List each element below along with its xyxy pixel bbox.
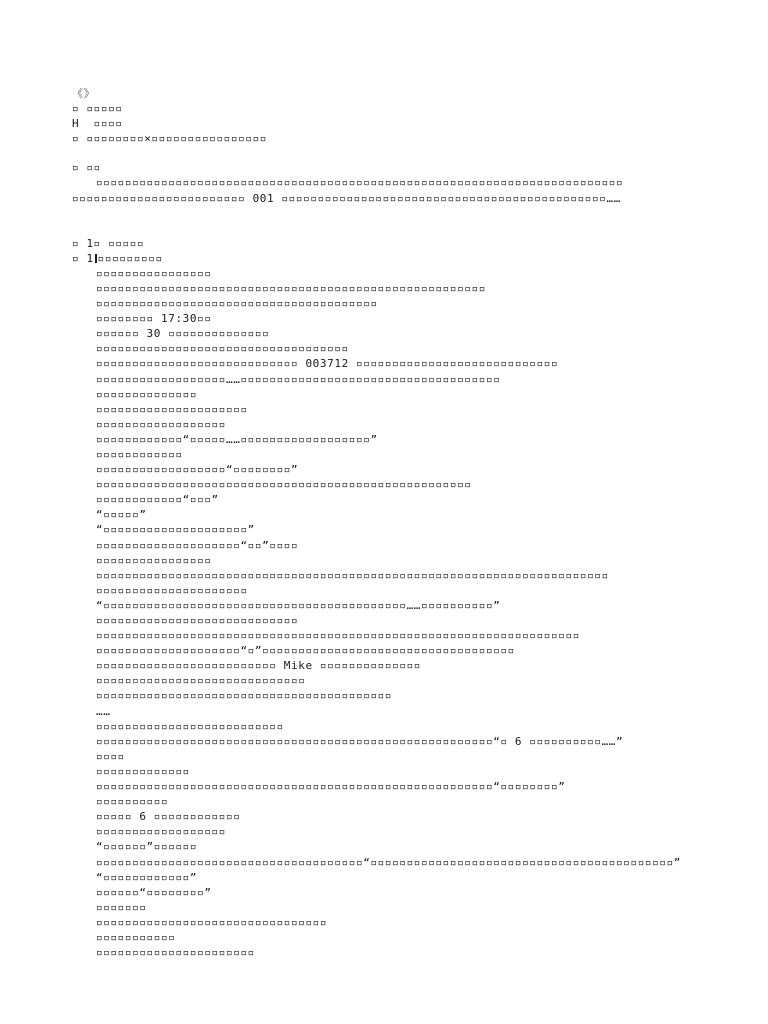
body-line: ▫▫▫▫ [96,749,125,763]
chapter-body [72,266,712,960]
body-line: ▫▫▫▫▫▫▫▫▫▫▫▫▫▫▫▫▫▫▫▫▫▫▫▫▫▫▫▫▫▫▫▫▫▫▫▫▫▫▫▫▫ [96,689,393,703]
intro-heading: ▫ ▫▫ [72,161,101,175]
body-line: ▫▫▫▫▫▫▫▫▫▫▫▫“▫▫▫” [96,493,219,507]
body-line: ▫▫▫▫▫▫▫▫▫▫▫▫▫▫▫▫▫▫▫▫▫▫▫▫▫▫▫▫▫▫▫▫▫▫▫ [96,342,349,356]
body-line: ▫▫▫▫▫▫ 30 ▫▫▫▫▫▫▫▫▫▫▫▫▫▫ [96,327,270,341]
body-line: ▫▫▫▫▫▫▫▫▫▫▫▫▫▫▫▫▫▫▫▫▫▫▫▫▫▫▫▫▫▫▫▫▫▫▫▫▫▫▫▫▫▫▫▫▫▫▫▫▫▫▫▫▫▫ [96,281,487,295]
intro-paragraph-line: ▫▫▫▫▫▫▫▫▫▫▫▫▫▫▫▫▫▫▫▫▫▫▫▫▫▫▫▫▫▫▫▫▫▫▫▫▫▫▫▫▫▫▫▫▫▫▫▫▫▫▫▫▫▫▫▫▫▫▫▫▫▫▫▫▫▫▫▫▫▫▫▫▫ [96,176,624,190]
book-title-brackets: 《》 [72,87,96,100]
body-line: ▫▫▫▫▫▫▫▫▫▫ [96,795,169,809]
body-line: ▫▫▫▫▫▫▫▫▫▫▫▫▫▫▫▫ [96,553,212,567]
body-line: ▫▫▫▫▫▫▫▫▫▫▫▫▫▫▫▫▫▫▫▫▫▫▫▫▫▫▫▫▫▫▫▫ [96,915,328,929]
section-heading [72,251,712,266]
body-line: ▫▫▫▫▫▫“▫▫▫▫▫▫▫▫” [96,885,212,899]
body-line: ▫▫▫▫▫▫▫▫▫▫▫ [96,930,176,944]
intro-paragraph-line: ▫▫▫▫▫▫▫▫▫▫▫▫▫▫▫▫▫▫▫▫▫▫▫▫ 001 ▫▫▫▫▫▫▫▫▫▫▫▫▫▫▫▫▫▫▫▫▫▫▫▫▫▫▫▫▫▫▫▫▫▫▫▫▫▫▫▫▫▫▫▫▫…… [72,191,621,205]
body-line: ▫▫▫▫▫▫▫▫▫▫▫▫▫▫▫▫▫▫▫▫▫ [96,583,248,597]
body-line: ▫▫▫▫▫▫▫▫▫▫▫▫▫▫▫▫▫▫▫▫▫ [96,402,248,416]
body-line: “▫▫▫▫▫▫▫▫▫▫▫▫” [96,870,198,884]
body-line: ▫▫▫▫▫▫▫▫▫▫▫▫▫▫▫▫▫▫▫▫▫▫▫▫▫▫▫▫▫▫▫▫▫▫▫▫▫▫▫▫▫▫▫▫▫▫▫▫▫▫▫▫▫▫▫▫▫▫▫▫▫▫▫▫▫▫▫ [96,629,580,643]
body-line: ▫▫▫▫▫▫▫▫▫▫▫▫▫▫ [96,387,198,401]
chapter-heading: ▫ 1▫ ▫▫▫▫▫ [72,236,145,250]
body-line: ▫▫▫▫▫▫▫▫▫▫▫▫▫▫▫▫▫▫……▫▫▫▫▫▫▫▫▫▫▫▫▫▫▫▫▫▫▫▫▫▫▫▫▫▫▫▫▫▫▫▫▫▫▫▫ [96,372,501,386]
header-line: H ▫▫▫▫ [72,117,123,131]
body-line: ▫▫▫▫▫▫▫▫▫▫▫▫▫▫▫▫▫▫▫▫▫▫▫▫▫▫▫▫ [96,614,299,627]
body-line: ▫▫▫▫▫▫▫▫▫▫▫▫▫▫▫▫▫▫▫▫▫▫▫▫▫▫▫▫▫ [96,674,306,688]
text-cursor [95,254,97,263]
header-line: ▫ ▫▫▫▫▫▫▫▫×▫▫▫▫▫▫▫▫▫▫▫▫▫▫▫▫ [72,132,268,146]
section-title: ▫▫▫▫▫▫▫▫▫ [97,251,163,265]
body-line: ▫▫▫▫▫▫▫▫▫▫▫▫▫▫▫▫▫▫▫▫“▫▫”▫▫▫▫ [96,538,299,552]
body-line: ▫▫▫▫▫▫▫▫▫▫▫▫▫▫▫▫▫▫▫▫“▫”▫▫▫▫▫▫▫▫▫▫▫▫▫▫▫▫▫▫▫▫▫▫▫▫▫▫▫▫▫▫▫▫▫▫▫ [96,644,515,658]
body-line: …… [96,704,111,718]
body-line: ▫▫▫▫▫▫▫▫▫▫▫▫▫▫▫▫▫▫▫▫▫▫▫▫▫ Mike ▫▫▫▫▫▫▫▫▫▫▫▫▫▫ [96,659,422,673]
body-line: ▫▫▫▫▫▫▫▫▫▫▫▫▫▫▫▫▫▫▫▫▫▫▫▫▫▫▫▫▫▫▫▫▫▫▫▫▫▫▫▫▫▫▫▫▫▫▫▫▫▫▫▫ [96,478,472,492]
body-line: ▫▫▫▫▫▫▫▫▫▫▫▫ [96,447,183,461]
document-page [72,86,712,960]
body-line: ▫▫▫▫▫▫▫▫▫▫▫▫▫▫▫▫▫▫▫▫▫▫ [96,946,255,960]
body-line: ▫▫▫▫▫▫▫▫▫▫▫▫▫▫▫▫▫▫▫▫▫▫▫▫▫▫▫▫▫▫▫▫▫▫▫▫▫▫▫ [96,297,378,311]
body-line: ▫▫▫▫▫▫▫▫▫▫▫▫▫▫▫▫▫▫▫▫▫▫▫▫▫▫▫▫▫▫▫▫▫▫▫▫▫“▫▫▫▫▫▫▫▫▫▫▫▫▫▫▫▫▫▫▫▫▫▫▫▫▫▫▫▫▫▫▫▫▫▫▫▫▫▫▫▫▫▫” [96,855,682,869]
section-number: ▫ 1 [72,251,94,265]
body-line: “▫▫▫▫▫▫▫▫▫▫▫▫▫▫▫▫▫▫▫▫” [96,523,255,537]
body-line: ▫▫▫▫▫▫▫▫▫▫▫▫▫▫▫▫ [96,266,212,280]
body-line: ▫▫▫▫▫▫▫▫▫▫▫▫▫▫▫▫▫▫“▫▫▫▫▫▫▫▫” [96,463,299,477]
body-line: ▫▫▫▫▫▫▫ [96,900,147,914]
spacer [72,206,712,236]
spacer [72,146,712,160]
body-line: ▫▫▫▫▫▫▫▫▫▫▫▫▫▫▫▫▫▫▫▫▫▫▫▫▫▫▫▫▫▫▫▫▫▫▫▫▫▫▫▫▫▫▫▫▫▫▫▫▫▫▫▫▫▫▫“▫ 6 ▫▫▫▫▫▫▫▫▫▫……” [96,734,624,748]
body-line: ▫▫▫▫▫▫▫▫▫▫▫▫▫▫▫▫▫▫ [96,825,227,839]
body-line: ▫▫▫▫▫▫▫▫▫▫▫▫▫▫▫▫▫▫▫▫▫▫▫▫▫▫▫▫ 003712 ▫▫▫▫▫▫▫▫▫▫▫▫▫▫▫▫▫▫▫▫▫▫▫▫▫▫▫▫ [96,357,559,371]
body-line: ▫▫▫▫▫▫▫▫▫▫▫▫▫▫▫▫▫▫▫▫▫▫▫▫▫▫▫▫▫▫▫▫▫▫▫▫▫▫▫▫▫▫▫▫▫▫▫▫▫▫▫▫▫▫▫▫▫▫▫▫▫▫▫▫▫▫▫▫▫▫▫ [96,568,609,582]
header-line: ▫ ▫▫▫▫▫ [72,102,123,116]
body-line: ▫▫▫▫▫▫▫▫▫▫▫▫▫ [96,764,190,778]
body-line: ▫▫▫▫▫▫▫▫▫▫▫▫▫▫▫▫▫▫▫▫▫▫▫▫▫▫ [96,719,284,733]
body-line: ▫▫▫▫▫▫▫▫▫▫▫▫▫▫▫▫▫▫ [96,417,227,431]
body-line: ▫▫▫▫▫▫▫▫ 17:30▫▫ [96,312,212,326]
body-line: ▫▫▫▫▫▫▫▫▫▫▫▫“▫▫▫▫▫……▫▫▫▫▫▫▫▫▫▫▫▫▫▫▫▫▫▫” [96,432,378,446]
body-line: “▫▫▫▫▫” [96,508,147,522]
body-line: “▫▫▫▫▫▫”▫▫▫▫▫▫ [96,840,198,854]
body-line: “▫▫▫▫▫▫▫▫▫▫▫▫▫▫▫▫▫▫▫▫▫▫▫▫▫▫▫▫▫▫▫▫▫▫▫▫▫▫▫▫▫▫……▫▫▫▫▫▫▫▫▫▫” [96,598,501,612]
body-line: ▫▫▫▫▫▫▫▫▫▫▫▫▫▫▫▫▫▫▫▫▫▫▫▫▫▫▫▫▫▫▫▫▫▫▫▫▫▫▫▫▫▫▫▫▫▫▫▫▫▫▫▫▫▫▫“▫▫▫▫▫▫▫▫” [96,780,566,794]
body-line: ▫▫▫▫▫ 6 ▫▫▫▫▫▫▫▫▫▫▫▫ [96,810,241,824]
